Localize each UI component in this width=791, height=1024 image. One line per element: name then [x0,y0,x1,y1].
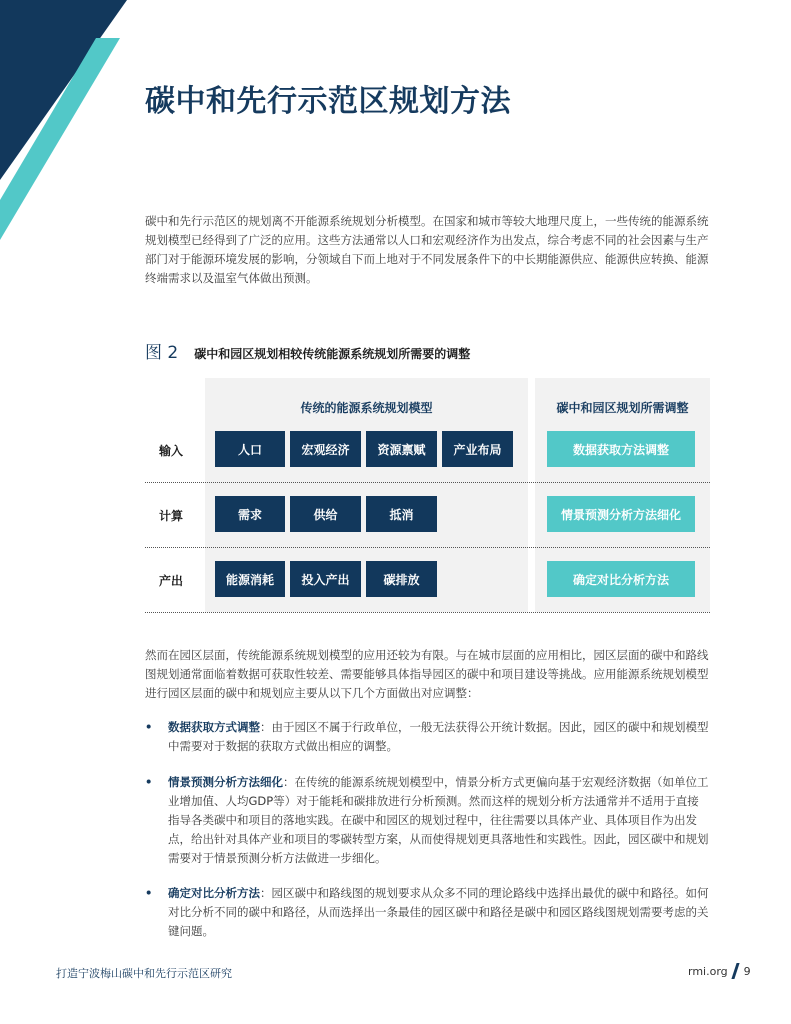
footer-page-info [688,963,751,979]
page-number: 9 [743,964,751,978]
adjustment-header: 碳中和园区规划所需调整 [556,401,689,415]
adjustment-data-acquisition: 数据获取方法调整 [547,431,695,467]
input-item-population: 人口 [215,431,285,467]
body-paragraph: 然而在园区层面，传统能源系统规划模型的应用还较为有限。与在城市层面的应用相比，园区层面的碳中和路线图规划通常面临着数据可获取性较差、需要能够具体指导园区的碳中和项目建设等挑战。应用能源系统规划模型进行园区层面的碳中和规划应主要从以下几个方面做出对应调整： [145,648,709,700]
figure-title [145,338,470,363]
row-label-input: 输入 [158,444,183,458]
adjustment-comparison-method: 确定对比分析方法 [547,561,695,597]
figure-caption: 碳中和园区规划相较传统能源系统规划所需要的调整 [194,347,471,361]
page-title: 碳中和先行示范区规划方法 [145,84,511,119]
list-item [145,884,710,941]
list-item [145,773,710,868]
bullet-icon: • [145,886,153,900]
list-item-term: 确定对比分析方法 [168,886,260,900]
adjustment-scenario-analysis: 情景预测分析方法细化 [547,496,695,532]
footer-site-link[interactable]: rmi.org [688,964,728,978]
list-item-term: 数据获取方式调整 [168,720,260,734]
bullet-icon: • [145,720,153,734]
bullet-icon: • [145,775,153,789]
intro-paragraph: 碳中和先行示范区的规划离不开能源系统规划分析模型。在国家和城市等较大地理尺度上，一些传统的能源系统规划模型已经得到了广泛的应用。这些方法通常以人口和宏观经济作为出发点，综合考虑不同的社会因素与生产部门对于能源环境发展的影响，分领域自下而上地对于不同发展条件下的中长期能源供应、能源供应转换、能源终端需求以及温室气体做出预测。 [145,214,709,285]
figure-bottom-divider [145,612,710,613]
input-item-macroeconomy: 宏观经济 [290,431,361,467]
input-item-resources: 资源禀赋 [366,431,437,467]
list-item-text: ：园区碳中和路线图的规划要求从众多不同的理论路线中选择出最优的碳中和路径。如何对比分析不同的碳中和路径，从而选择出一条最佳的园区碳中和路径是碳中和园区路线图规划需要考虑的关键问题。 [168,886,709,938]
list-item-text: ：在传统的能源系统规划模型中，情景分析方式更偏向基于宏观经济数据（如单位工业增加值、人均GDP等）对于能耗和碳排放进行分析预测。然而这样的规划分析方法通常并不适用于直接指导各类碳中和项目的落地实践。在碳中和园区的规划过程中，往往需要以具体产业、具体项目作为出发点，给出针对具体产业和项目的零碳转型方案，从而使得规划更具落地性和实践性。因此，园区碳中和规划需要对于情景预测分析方法做进一步细化。 [168,775,709,865]
output-item-input-output: 投入产出 [290,561,361,597]
calc-item-demand: 需求 [215,496,285,532]
output-item-carbon-emission: 碳排放 [366,561,437,597]
list-item [145,718,710,756]
row-label-output: 产出 [158,574,183,588]
slash-divider [731,963,739,979]
row-divider [145,482,710,483]
footer-report-title: 打造宁波梅山碳中和先行示范区研究 [56,967,232,980]
calc-item-offset: 抵消 [366,496,437,532]
corner-decoration [0,0,130,240]
traditional-model-header: 传统的能源系统规划模型 [300,401,433,415]
list-item-text: ：由于园区不属于行政单位，一般无法获得公开统计数据。因此，园区的碳中和规划模型中需要对于数据的获取方式做出相应的调整。 [168,720,709,753]
list-item-term: 情景预测分析方法细化 [168,775,283,789]
input-item-industry-layout: 产业布局 [442,431,513,467]
calc-item-supply: 供给 [290,496,361,532]
figure-number: 图 2 [145,343,179,363]
row-divider [145,547,710,548]
row-label-calculation: 计算 [158,509,183,523]
output-item-energy-consumption: 能源消耗 [215,561,285,597]
